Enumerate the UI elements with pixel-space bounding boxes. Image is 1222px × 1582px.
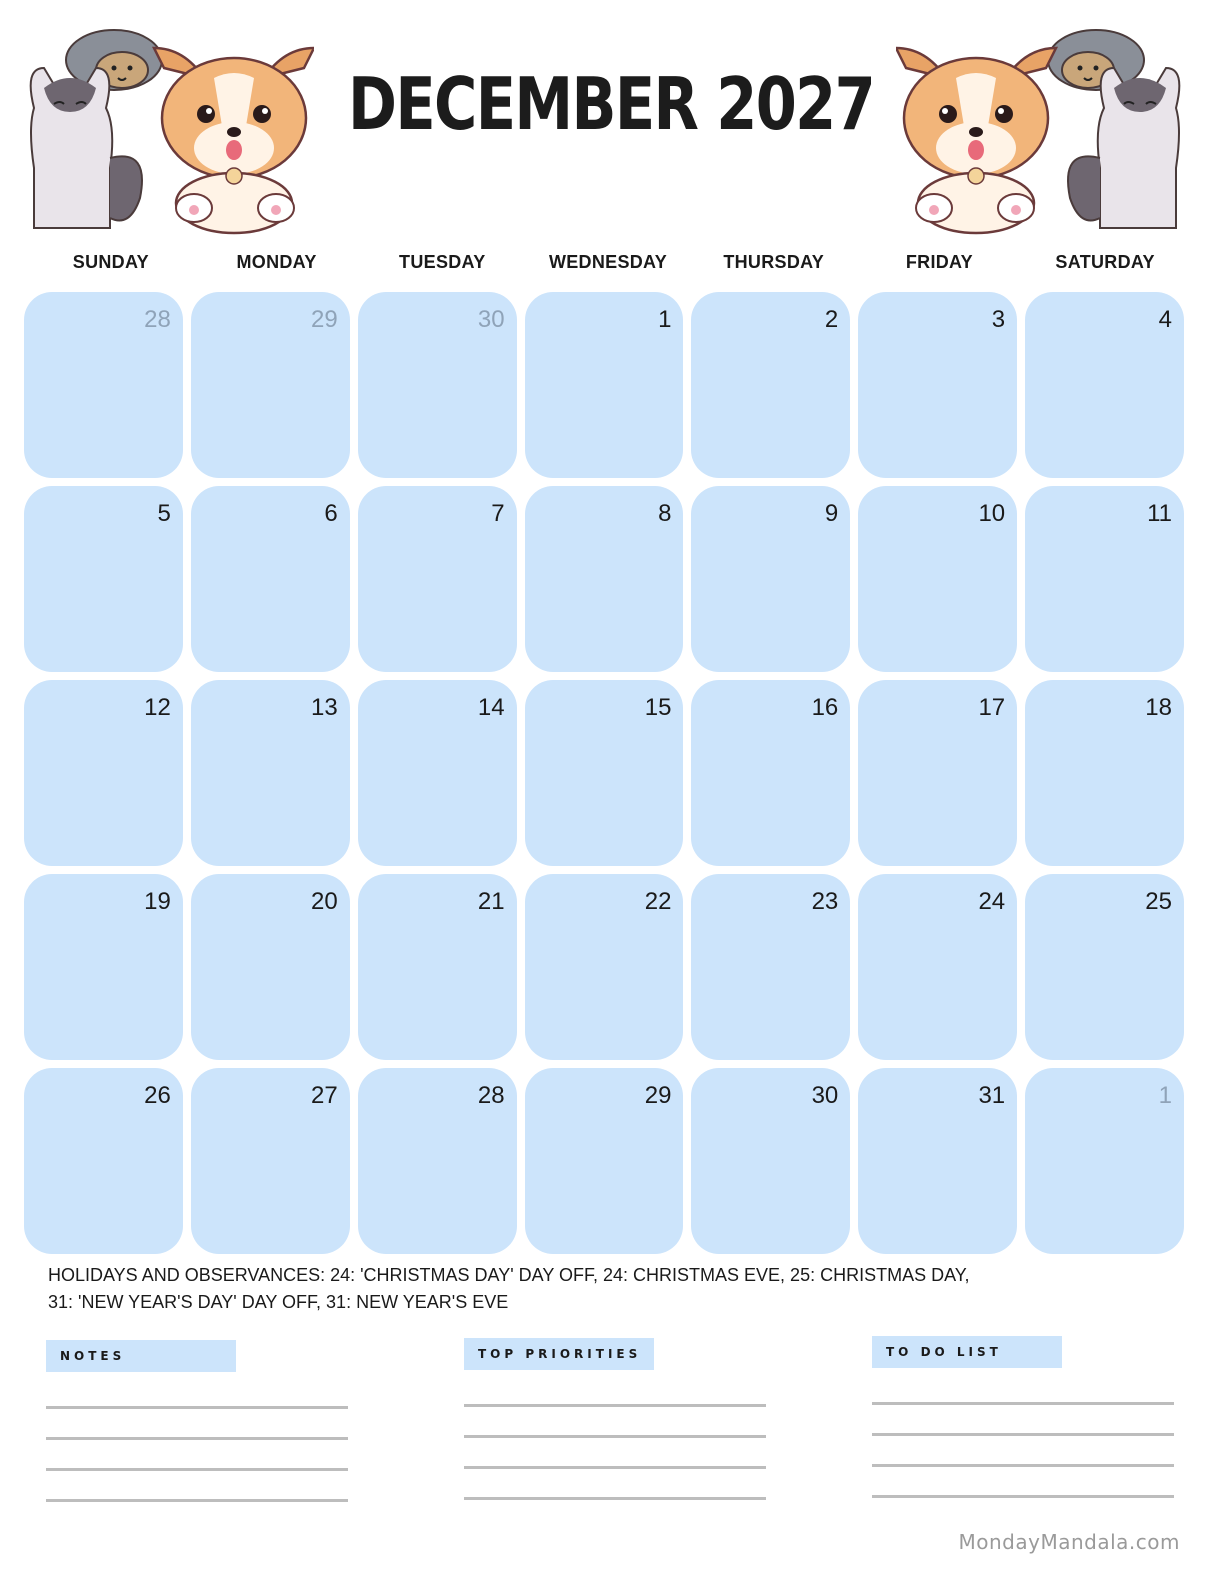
writing-line[interactable] [464, 1497, 766, 1500]
day-cell[interactable] [858, 874, 1017, 1060]
day-number: 28 [477, 1082, 505, 1109]
day-number: 22 [644, 888, 672, 915]
day-cell[interactable] [191, 486, 350, 672]
day-number: 4 [1158, 306, 1172, 333]
writing-line[interactable] [46, 1499, 348, 1502]
day-number: 8 [658, 500, 672, 527]
day-cell[interactable] [1025, 680, 1184, 866]
weekday-header [28, 252, 1188, 273]
day-cell[interactable] [358, 680, 517, 866]
weekday-label: TUESDAY [399, 252, 486, 272]
day-cell[interactable] [358, 292, 517, 478]
day-number: 13 [311, 694, 338, 721]
page-title: DECEMBER 2027 [347, 62, 875, 146]
writing-line[interactable] [872, 1495, 1174, 1498]
day-cell[interactable] [24, 1068, 183, 1254]
day-cell[interactable] [24, 874, 183, 1060]
day-number: 30 [477, 306, 505, 333]
notes-heading: NOTES [46, 1340, 236, 1372]
day-cell[interactable] [525, 486, 684, 672]
writing-line[interactable] [464, 1404, 766, 1407]
day-number: 9 [824, 500, 839, 527]
day-number: 24 [978, 888, 1006, 915]
writing-line[interactable] [46, 1406, 348, 1409]
holidays-line: HOLIDAYS AND OBSERVANCES: 24: 'CHRISTMAS DAY' DAY OFF, 24: CHRISTMAS EVE, 25: CHRISTMAS DAY, [48, 1265, 970, 1285]
day-number: 25 [1145, 888, 1172, 915]
weekday-label: SATURDAY [1055, 252, 1155, 272]
day-cell[interactable] [24, 680, 183, 866]
todo-heading: TO DO LIST [872, 1336, 1062, 1368]
writing-line[interactable] [46, 1468, 348, 1471]
writing-line[interactable] [872, 1433, 1174, 1436]
writing-line[interactable] [464, 1466, 766, 1469]
day-cell[interactable] [358, 486, 517, 672]
day-number: 23 [811, 888, 839, 915]
day-cell[interactable] [1025, 292, 1184, 478]
day-cell[interactable] [525, 1068, 684, 1254]
day-cell[interactable] [1025, 874, 1184, 1060]
day-cell[interactable] [858, 292, 1017, 478]
weekday-label: FRIDAY [905, 252, 973, 272]
day-cell[interactable] [858, 680, 1017, 866]
day-cell[interactable] [858, 486, 1017, 672]
day-number: 5 [157, 500, 171, 527]
todo-section [872, 1336, 1174, 1498]
holidays-list [48, 1262, 1148, 1316]
day-number: 11 [1147, 500, 1172, 527]
day-cell[interactable] [24, 292, 183, 478]
day-number: 1 [658, 306, 672, 333]
day-number: 27 [311, 1082, 338, 1109]
day-number: 19 [144, 888, 171, 915]
top-priorities-section [464, 1338, 766, 1500]
day-cell[interactable] [858, 1068, 1017, 1254]
day-cell[interactable] [191, 292, 350, 478]
top-priorities-heading: TOP PRIORITIES [464, 1338, 654, 1370]
day-number: 28 [144, 306, 171, 333]
day-cell[interactable] [1025, 1068, 1184, 1254]
day-number: 21 [477, 888, 505, 915]
day-cell[interactable] [191, 1068, 350, 1254]
day-cell[interactable] [525, 680, 684, 866]
day-cell[interactable] [691, 486, 850, 672]
notes-section [46, 1340, 348, 1502]
day-cell[interactable] [691, 1068, 850, 1254]
watermark: MondayMandala.com [958, 1530, 1180, 1554]
day-number: 29 [644, 1082, 672, 1109]
day-cell[interactable] [191, 680, 350, 866]
day-number: 15 [644, 694, 672, 721]
day-number: 7 [491, 500, 505, 527]
day-number: 10 [978, 500, 1006, 527]
day-cell[interactable] [525, 874, 684, 1060]
day-cell[interactable] [358, 874, 517, 1060]
day-number: 18 [1145, 694, 1172, 721]
writing-line[interactable] [46, 1437, 348, 1440]
day-number: 2 [824, 306, 839, 333]
day-number: 1 [1158, 1082, 1172, 1109]
holidays-line: 31: 'NEW YEAR'S DAY' DAY OFF, 31: NEW YEAR'S EVE [48, 1292, 509, 1312]
weekday-label: WEDNESDAY [548, 252, 668, 272]
day-number: 26 [144, 1082, 171, 1109]
day-cell[interactable] [191, 874, 350, 1060]
writing-line[interactable] [872, 1402, 1174, 1405]
day-cell[interactable] [1025, 486, 1184, 672]
day-number: 17 [978, 694, 1006, 721]
day-cell[interactable] [525, 292, 684, 478]
day-cell[interactable] [24, 486, 183, 672]
day-number: 29 [311, 306, 338, 333]
writing-line[interactable] [464, 1435, 766, 1438]
day-number: 20 [311, 888, 338, 915]
day-cell[interactable] [358, 1068, 517, 1254]
weekday-label: THURSDAY [723, 252, 825, 272]
day-cell[interactable] [691, 292, 850, 478]
writing-line[interactable] [872, 1464, 1174, 1467]
weekday-label: SUNDAY [72, 252, 149, 272]
calendar-grid [24, 292, 1184, 1254]
day-number: 16 [811, 694, 839, 721]
weekday-label: MONDAY [236, 252, 317, 272]
day-number: 12 [144, 694, 171, 721]
day-number: 14 [477, 694, 505, 721]
day-number: 6 [324, 500, 338, 527]
day-cell[interactable] [691, 680, 850, 866]
day-number: 31 [978, 1082, 1006, 1109]
day-number: 30 [811, 1082, 839, 1109]
day-cell[interactable] [691, 874, 850, 1060]
day-number: 3 [991, 306, 1006, 333]
